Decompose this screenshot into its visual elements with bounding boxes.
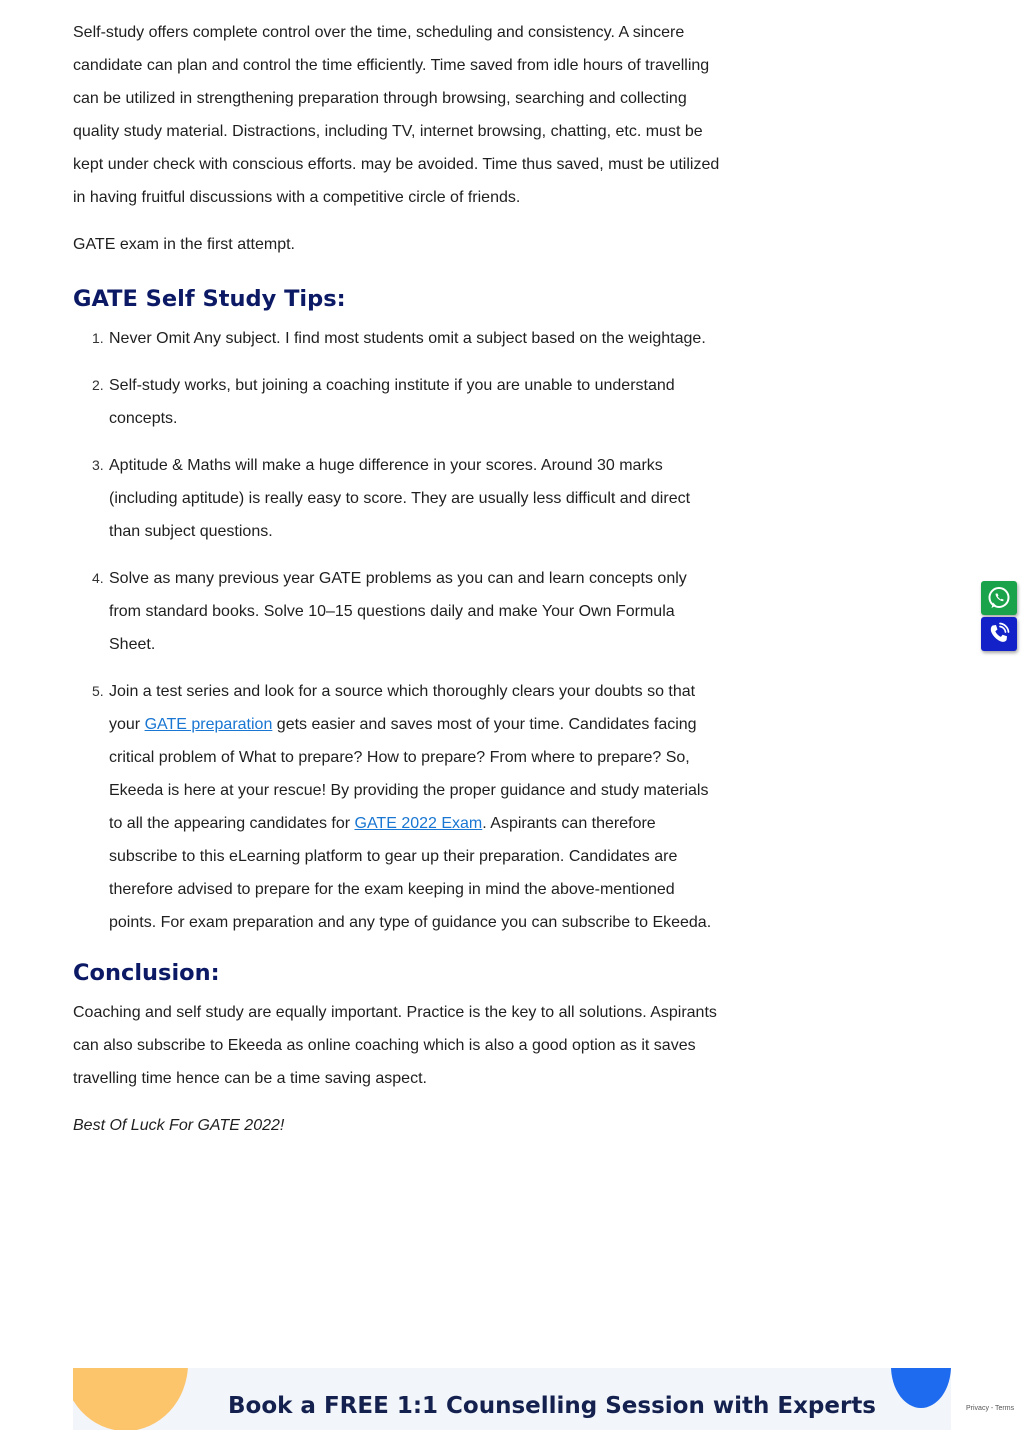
banner-decoration-right bbox=[891, 1368, 951, 1408]
tips-heading: GATE Self Study Tips: bbox=[73, 286, 346, 312]
tip-number: 1. bbox=[92, 330, 104, 346]
tip-text: Solve as many previous year GATE problems as you can and learn concepts only from standard books. Solve 10–15 questions daily and make Your Own Formula Sheet. bbox=[109, 570, 687, 653]
tip-item-1 bbox=[73, 322, 723, 355]
tip-item-2 bbox=[73, 369, 723, 435]
tip-text: Never Omit Any subject. I find most students omit a subject based on the weightage. bbox=[109, 330, 706, 347]
counselling-banner[interactable] bbox=[73, 1368, 951, 1430]
banner-decoration-left bbox=[73, 1368, 188, 1430]
tips-list bbox=[73, 322, 723, 939]
conclusion-paragraph: Coaching and self study are equally important. Practice is the key to all solutions. Aspirants can also subscribe to Ekeeda as online coaching which is also a good option as it saves travelling time hence can be a time saving aspect. bbox=[73, 1004, 717, 1087]
whatsapp-icon bbox=[986, 585, 1012, 611]
tip-number: 5. bbox=[92, 683, 104, 699]
intro-line: GATE exam in the first attempt. bbox=[73, 236, 295, 253]
phone-icon bbox=[986, 621, 1012, 647]
tip-number: 2. bbox=[92, 377, 104, 393]
tip-text-part: . Aspirants can therefore subscribe to this eLearning platform to gear up their preparation. Candidates are therefore advised to prepare for the exam keeping in mind the above-mentioned points. For exam preparation and any type of guidance you can subscribe to Ekeeda. bbox=[109, 815, 712, 931]
tip-number: 3. bbox=[92, 457, 104, 473]
tip-text: Aptitude & Maths will make a huge difference in your scores. Around 30 marks (including aptitude) is really easy to score. They are usually less difficult and direct than subject questions. bbox=[109, 457, 691, 540]
tip-text-part: Join a test series and look for a source which thoroughly clears your doubts so that your bbox=[109, 683, 696, 733]
article-body bbox=[73, 16, 723, 1142]
gate-2022-exam-link[interactable]: GATE 2022 Exam bbox=[354, 815, 483, 832]
closing-line: Best Of Luck For GATE 2022! bbox=[73, 1117, 285, 1134]
gate-preparation-link[interactable]: GATE preparation bbox=[144, 716, 273, 733]
tip-text: Self-study works, but joining a coaching institute if you are unable to understand concepts. bbox=[109, 377, 675, 427]
whatsapp-button[interactable] bbox=[981, 581, 1017, 615]
tip-item-3 bbox=[73, 449, 723, 548]
tip-text-part: gets easier and saves most of your time. Candidates facing critical problem of What to prepare? How to prepare? From where to prepare? So, Ekeeda is here at your rescue! By providing the proper guidance and study materials to all the appearing candidates for bbox=[109, 716, 709, 832]
banner-title: Book a FREE 1:1 Counselling Session with Experts bbox=[228, 1393, 876, 1419]
recaptcha-links[interactable]: Privacy - Terms bbox=[966, 1405, 1015, 1412]
tip-item-4 bbox=[73, 562, 723, 661]
conclusion-heading: Conclusion: bbox=[73, 960, 220, 986]
tip-item-5 bbox=[73, 675, 723, 939]
call-button[interactable] bbox=[981, 617, 1017, 651]
tip-number: 4. bbox=[92, 570, 104, 586]
intro-paragraph: Self-study offers complete control over the time, scheduling and consistency. A sincere candidate can plan and control the time efficiently. Time saved from idle hours of travelling can be utilized in strengthening preparation through browsing, searching and collecting quality study material. Distractions, including TV, internet browsing, chatting, etc. must be kept under check with conscious efforts. may be avoided. Time thus saved, must be utilized in having fruitful discussions with a competitive circle of friends. bbox=[73, 24, 720, 206]
